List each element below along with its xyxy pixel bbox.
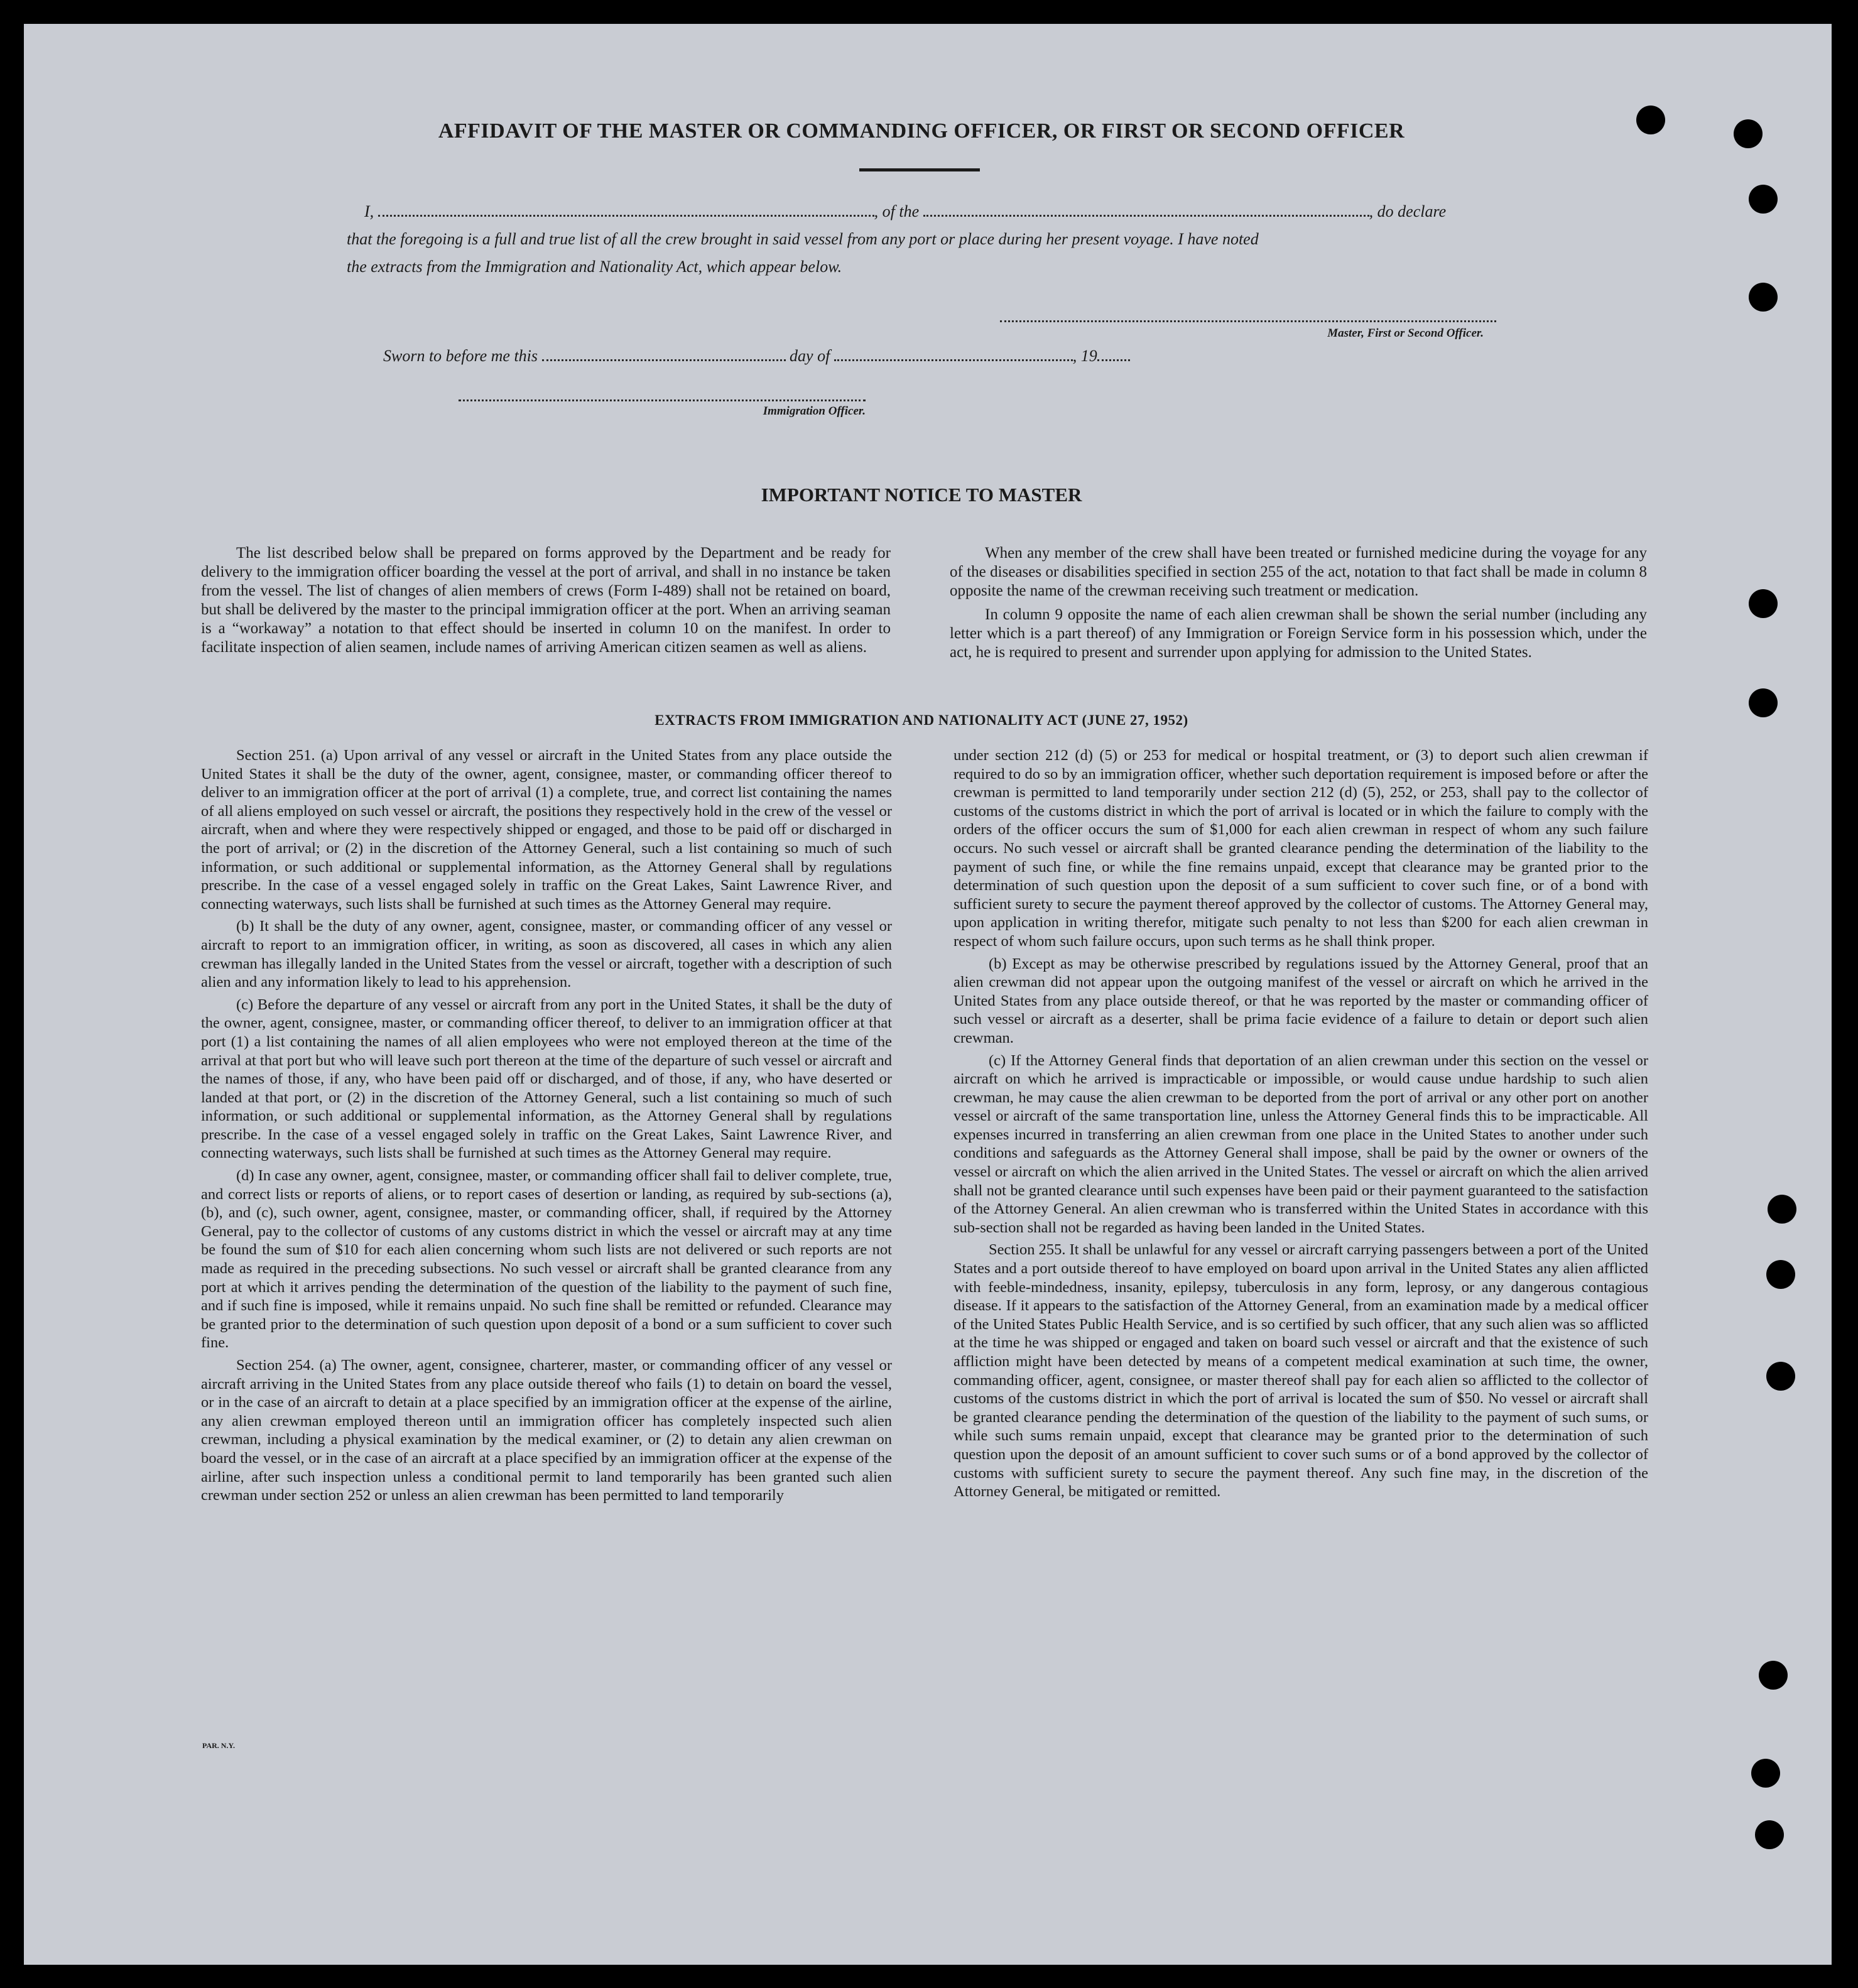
master-signature-caption: Master, First or Second Officer. (1327, 327, 1484, 340)
sworn-line (383, 347, 1263, 366)
punch-hole (1768, 1195, 1796, 1224)
section-251-d: (d) In case any owner, agent, consignee, master, or commanding officer shall fail to deliver complete, true, and correct lists or reports of aliens, or to report cases of desertion or landing, as required by sub-sections (a), (b), and (c), such owner, agent, consignee, master, or commanding officer, shall, if required by the Attorney General, pay to the collector of customs of any customs district in which the vessel or aircraft may at any time be found the sum of $10 for each alien concerning whom such lists are not delivered or such reports are not made as required in the preceding subsections. No such vessel or aircraft shall be granted clearance from any port at which it arrives pending the determination of the question of the liability to the payment of such fine, and if such fine is imposed, while it remains unpaid. No such fine shall be remitted or refunded. Clearance may be granted prior to the determination of such question upon deposit of a bond or a sum sufficient to cover such fine. (201, 1167, 892, 1352)
extracts-right-column (953, 746, 1648, 1505)
punch-hole (1749, 283, 1778, 312)
section-254-a: Section 254. (a) The owner, agent, consignee, charterer, master, or commanding officer of any vessel or aircraft arriving in the United States from any place outside thereof who fails (1) to detain on board the vessel, or in the case of an aircraft to detain at a place specified by an immigration officer at the expense of the airline, any alien crewman employed thereon until an immigration officer has completely inspected such alien crewman, including a physical examination by the medical examiner, or (2) to detain any alien crewman on board the vessel, or in the case of an aircraft at a place specified by an immigration officer at the expense of the airline, after such inspection unless a conditional permit to land temporarily has been granted such alien crewman under section 252 or unless an alien crewman has been permitted to land temporarily (201, 1357, 892, 1504)
punch-hole (1636, 106, 1665, 134)
of-the-label: , of the (874, 202, 920, 220)
year-label: , 19 (1072, 347, 1097, 365)
sworn-label: Sworn to before me this (383, 347, 538, 365)
do-declare-label: , do declare (1369, 202, 1447, 220)
declaration-line-3: the extracts from the Immigration and Nationality Act, which appear below. (347, 258, 842, 276)
declaration-line-1 (364, 202, 1497, 221)
extracts-left-column (201, 746, 892, 1509)
declarant-name-field[interactable] (378, 215, 874, 217)
punch-hole (1749, 185, 1778, 214)
master-signature-line[interactable] (1000, 320, 1496, 322)
section-255: Section 255. It shall be unlawful for any vessel or aircraft carrying passengers between a port of the United States and a port outside thereof to have employed on board upon arrival in the United States any alien afflicted with feeble-mindedness, insanity, epilepsy, tuberculosis in any form, leprosy, or any dangerous contagious disease. If it appears to the satisfaction of the Attorney General, from an examination made by a medical officer of the United States Public Health Service, and is so certified by such officer, that any such alien was so afflicted at the time he was shipped or engaged and taken on board such vessel or aircraft and that the existence of such affliction might have been detected by means of a competent medical examination at such time, the owner, commanding officer, agent, consignee, or master thereof shall pay for each alien so afflicted to the collector of customs of the customs district in which the port of arrival is located the sum of $50. No vessel or aircraft shall be granted clearance pending the determination of the question of the liability to the payment of such sums, or while such sums remain unpaid, except that clearance may be granted prior to the determination of such question upon the deposit of an amount sufficient to cover such sums or of a bond approved by the collector of customs with sufficient surety to secure the payment thereof. Any such fine may, in the discretion of the Attorney General, be mitigated or remitted. (953, 1241, 1648, 1501)
declaration-line-2: that the foregoing is a full and true list of all the crew brought in said vessel from any port or place during her present voyage. I have noted (347, 230, 1259, 248)
punch-hole (1766, 1260, 1795, 1289)
title-rule (859, 168, 980, 171)
punch-hole (1749, 688, 1778, 717)
extracts-title: EXTRACTS FROM IMMIGRATION AND NATIONALITY ACT (JUNE 27, 1952) (655, 712, 1188, 728)
affidavit-title: AFFIDAVIT OF THE MASTER OR COMMANDING OFFICER, OR FIRST OR SECOND OFFICER (438, 119, 1405, 143)
section-251-b: (b) It shall be the duty of any owner, agent, consignee, master, or commanding officer of any vessel or aircraft to report to an immigration officer, in writing, as soon as discovered, all cases in which any alien crewman has illegally landed in the United States from the vessel or aircraft, together with a description of such alien and any information likely to lead to his apprehension. (201, 918, 892, 991)
sworn-month-field[interactable] (834, 359, 1073, 361)
punch-hole (1759, 1661, 1788, 1690)
vessel-name-field[interactable] (923, 215, 1369, 217)
printer-mark: PAR. N.Y. (202, 1741, 236, 1750)
notice-title: IMPORTANT NOTICE TO MASTER (761, 484, 1082, 506)
notice-right-column (950, 544, 1647, 667)
i-label: I, (364, 202, 374, 220)
notice-left-column (201, 544, 891, 662)
punch-hole (1734, 119, 1763, 148)
immigration-officer-signature-line[interactable] (459, 399, 866, 401)
section-254-a-continued: under section 212 (d) (5) or 253 for medical or hospital treatment, or (3) to deport such alien crewman if required to do so by an immigration officer, whether such deportation requirement is imposed before or after the crewman is permitted to land temporarily under section 212 (d) (5), 252, or 253, shall pay to the collector of customs of the customs district in which the port of arrival is located or in which the failure to comply with the orders of the officer occurs the sum of $1,000 for each alien crewman in respect of whom any such failure occurs. No such vessel or aircraft shall be granted clearance pending the determination of the liability to the payment of such fine, or while the fine remains unpaid, except that clearance may be granted prior to the determination of such question upon the deposit of a sum sufficient to cover such fine, or of a bond with sufficient surety to secure the payment thereof approved by the collector of customs. The Attorney General may, upon application in writing therefor, mitigate such penalty to not less than $200 for each alien crewman in respect of whom such failure occurs, upon such terms as he shall think proper. (953, 747, 1648, 950)
section-254-b: (b) Except as may be otherwise prescribed by regulations issued by the Attorney General, proof that an alien crewman did not appear upon the outgoing manifest of the vessel or aircraft on which he arrived in the United States from any place outside thereof, or that he was reported by the master or commanding officer of such vessel or aircraft as a deserter, shall be prima facie evidence of a failure to detain or deport such alien crewman. (953, 955, 1648, 1046)
section-251-c: (c) Before the departure of any vessel or aircraft from any port in the United States, it shall be the duty of the owner, agent, consignee, master, or commanding officer thereof, to deliver to an immigration officer at that port (1) a list containing the names of all alien employees who were not employed thereon at the time of the arrival at that port but who will leave such port thereon at the time of the departure of such vessel or aircraft and the names of those, if any, who have been paid off or discharged, and of those, if any, who have deserted or landed at that port, or (2) in the discretion of the Attorney General, such a list containing so much of such information, or such additional or supplemental information, as the Attorney General shall by regulations prescribe. In the case of a vessel engaged solely in traffic on the Great Lakes, Saint Lawrence River, and connecting waterways, such lists shall be furnished at such times as the Attorney General may require. (201, 996, 892, 1162)
notice-left-paragraph: The list described below shall be prepared on forms approved by the Department and be ready for delivery to the immigration officer boarding the vessel at the port of arrival, and shall in no instance be taken from the vessel. The list of changes of alien members of crews (Form I-489) shall not be retained on board, but shall be delivered by the master to the principal immigration officer at the port. When an arriving seaman is a “workaway” a notation to that effect should be inserted in column 10 on the manifest. In order to facilitate inspection of alien seamen, include names of arriving American citizen seamen as well as aliens. (201, 545, 891, 656)
sworn-year-field[interactable] (1097, 359, 1130, 361)
punch-hole (1755, 1820, 1784, 1849)
notice-right-paragraph-1: When any member of the crew shall have been treated or furnished medicine during the voyage for any of the diseases or disabilities specified in section 255 of the act, notation to that fact shall be made in column 8 opposite the name of the crewman receiving such treatment or medication. (950, 545, 1647, 599)
immigration-officer-caption: Immigration Officer. (763, 405, 866, 418)
punch-hole (1749, 589, 1778, 618)
punch-hole (1766, 1362, 1795, 1391)
section-251-a: Section 251. (a) Upon arrival of any vessel or aircraft in the United States from any place outside the United States it shall be the duty of the owner, agent, consignee, master, or commanding officer thereof to deliver to an immigration officer at the port of arrival (1) a complete, true, and correct list containing the names of all aliens employed on such vessel or aircraft, the positions they respectively hold in the crew of the vessel or aircraft, when and where they were respectively shipped or engaged, and those to be paid off or discharged in the port of arrival; or (2) in the discretion of the Attorney General, such a list containing so much of such information, or such additional or supplemental information, as the Attorney General shall by regulations prescribe. In the case of a vessel engaged solely in traffic on the Great Lakes, Saint Lawrence River, and connecting waterways, such lists shall be furnished at such times as the Attorney General may require. (201, 747, 892, 913)
sworn-day-field[interactable] (542, 359, 786, 361)
section-254-c: (c) If the Attorney General finds that deportation of an alien crewman under this section on the vessel or aircraft on which he arrived is impracticable or impossible, or would cause undue hardship to such alien crewman, he may cause the alien crewman to be deported from the port of arrival or any other port on another vessel or aircraft of the same transportation line, unless the Attorney General finds this to be impracticable. All expenses incurred in transferring an alien crewman from one place in the United States to another under such conditions and safeguards as the Attorney General shall impose, shall be paid by the owner or owners of the vessel or aircraft on which the alien arrived in the United States. The vessel or aircraft on which the alien arrived shall not be granted clearance until such expenses have been paid or their payment guaranteed to the satisfaction of the Attorney General. An alien crewman who is transferred within the United States in accordance with this sub-section shall not be regarded as having been landed in the United States. (953, 1051, 1648, 1236)
notice-right-paragraph-2: In column 9 opposite the name of each alien crewman shall be shown the serial number (including any letter which is a part thereof) of any Immigration or Foreign Service form in his possession which, under the act, he is required to present and surrender upon applying for admission to the United States. (950, 606, 1647, 661)
day-of-label: day of (790, 347, 830, 365)
punch-hole (1751, 1759, 1780, 1788)
